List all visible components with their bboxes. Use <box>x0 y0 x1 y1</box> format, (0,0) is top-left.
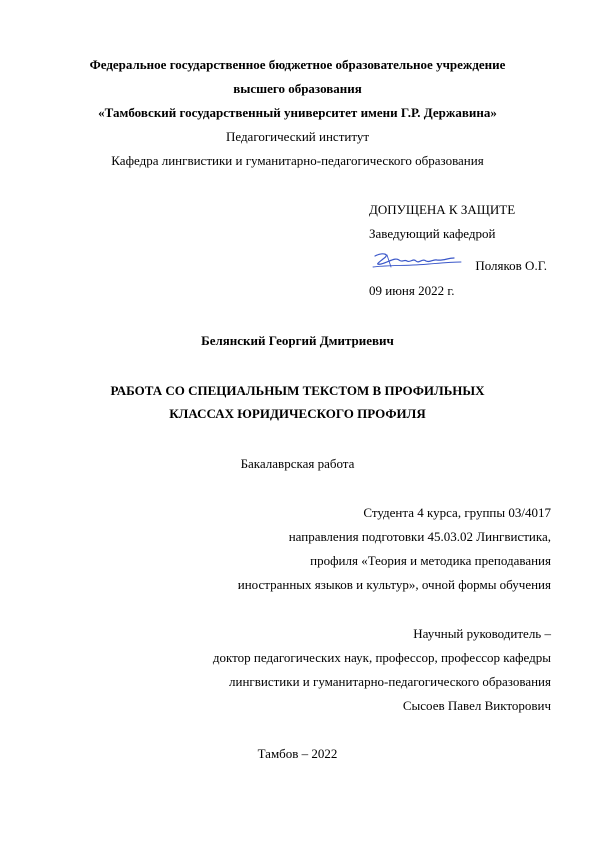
student-info-line-4: иностранных языков и культур», очной формы обучения <box>237 577 551 592</box>
handwritten-signature <box>369 250 467 272</box>
org-header-line-2: высшего образования <box>233 81 362 96</box>
work-type: Бакалаврская работа <box>240 456 355 471</box>
student-info-line-1: Студента 4 курса, группы 03/4017 <box>363 505 551 520</box>
supervisor-line-1: Научный руководитель – <box>413 626 551 641</box>
department-name: Кафедра лингвистики и гуманитарно-педагогического образования <box>111 153 484 168</box>
thesis-title-line-1: РАБОТА СО СПЕЦИАЛЬНЫМ ТЕКСТОМ В ПРОФИЛЬНЫХ <box>110 383 485 398</box>
student-info-line-2: направления подготовки 45.03.02 Лингвистика, <box>288 529 551 544</box>
approval-date: 09 июня 2022 г. <box>369 283 455 298</box>
city-year: Тамбов – 2022 <box>257 746 338 761</box>
approval-status: ДОПУЩЕНА К ЗАЩИТЕ <box>369 202 516 217</box>
approver-name: Поляков О.Г. <box>475 258 547 273</box>
approval-role: Заведующий кафедрой <box>369 226 496 241</box>
org-header-line-1: Федеральное государственное бюджетное образовательное учреждение <box>89 57 506 72</box>
supervisor-line-2: доктор педагогических наук, профессор, профессор кафедры <box>212 650 551 665</box>
supervisor-line-3: лингвистики и гуманитарно-педагогического образования <box>229 674 551 689</box>
institute-name: Педагогический институт <box>225 129 370 144</box>
author-name: Белянский Георгий Дмитриевич <box>201 333 394 348</box>
university-name: «Тамбовский государственный университет имени Г.Р. Державина» <box>98 105 497 120</box>
thesis-title-line-2: КЛАССАХ ЮРИДИЧЕСКОГО ПРОФИЛЯ <box>169 406 426 421</box>
supervisor-name: Сысоев Павел Викторович <box>402 698 551 713</box>
student-info-line-3: профиля «Теория и методика преподавания <box>310 553 551 568</box>
